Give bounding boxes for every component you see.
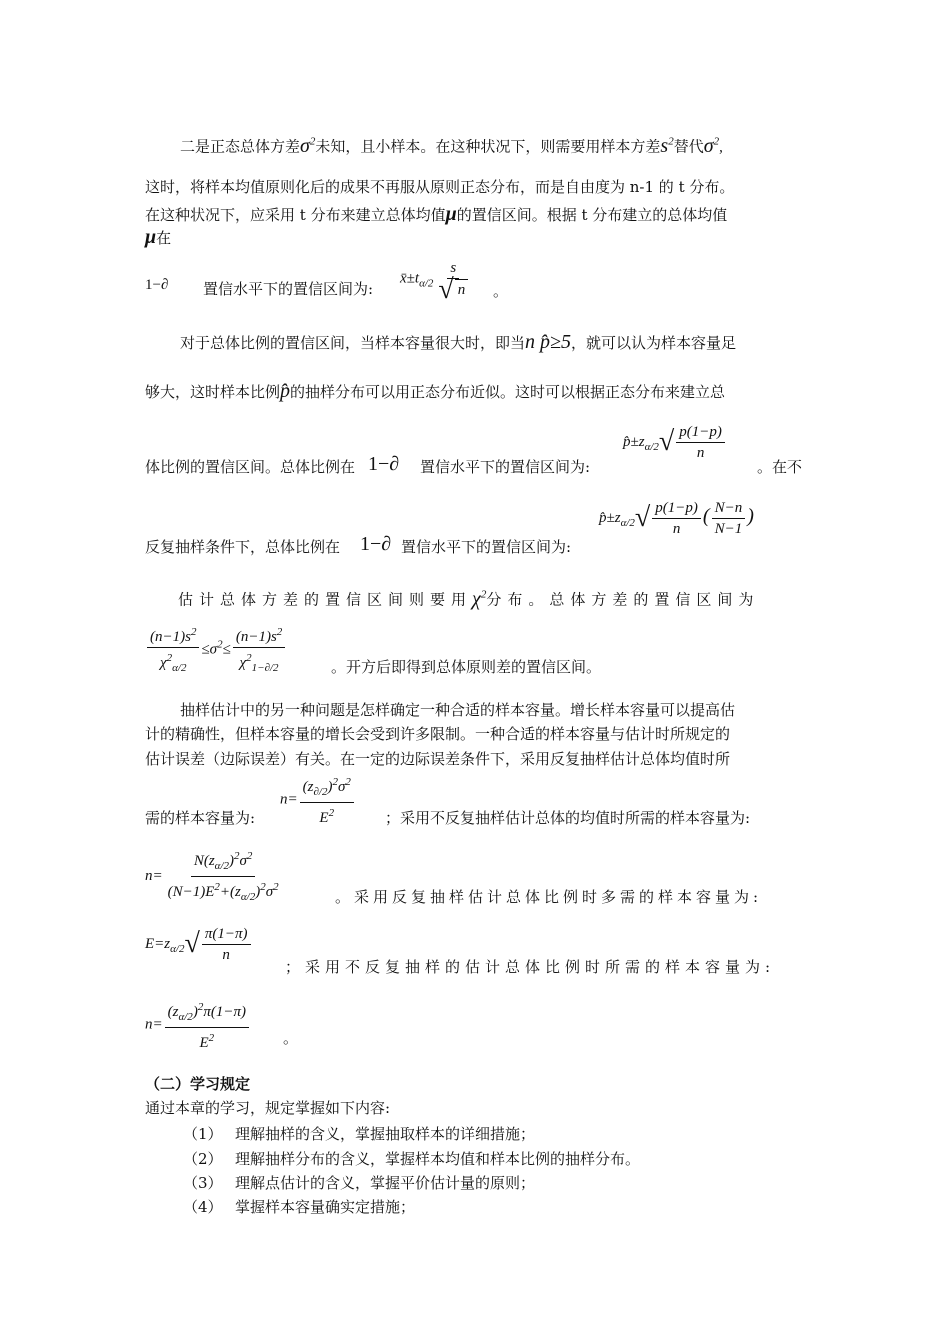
p4-l5: 。采用反复抽样估计总体比例时多需的样本容量为:	[335, 888, 763, 906]
formula-sample-size-mean: n= $\frac{(z_{\partial/2})^2\sigma^2}{E^2}$	[280, 772, 356, 828]
formula-p-hat: p̂	[280, 380, 291, 402]
p1-line1: 二是正态总体方差$\sigma^2$未知，且小样本。在这种状况下，则需要用样本方差$s^2$替代$\sigma^2$,	[180, 134, 723, 157]
formula-sample-size-mean-fpc: n= $\frac{N(z_{\alpha/2})^2\sigma^2}{(N-1)E^2+(z_{\alpha/2})^2\sigma^2}$	[145, 846, 284, 907]
formula-1-minus-alpha-2: 1−∂	[360, 533, 392, 555]
p1-line3	[145, 203, 727, 226]
p1-line2	[145, 176, 734, 198]
list-item-text: 掌握样本容量确实定措施；	[235, 1198, 416, 1216]
p3-l1-a: 估计总体方差的置信区间则要用	[178, 590, 473, 609]
p2-l2-a: 够大，这时样本比例	[145, 383, 281, 401]
p4-l7: 。	[283, 1029, 299, 1047]
p3-l2: 。开方后即得到总体原则差的置信区间。	[331, 658, 602, 676]
p1-l2: 这时，将样本均值原则化后的成果不再服从原则正态分布，而是自由度为 n-1 的 t 分布。	[145, 178, 735, 196]
formula-sample-size-proportion: $E=z_{\alpha/2}√$ $\frac{\pi(1-\pi)}{n}$	[145, 924, 253, 965]
p1-l4: 在	[156, 229, 172, 247]
p2-l4-b: 置信水平下的置信区间为:	[401, 538, 572, 556]
formula-sigma-squared: $\sigma^2$	[300, 134, 316, 157]
p1-line4	[145, 226, 171, 249]
p2-line2	[145, 380, 725, 403]
formula-mu-2: μ	[145, 226, 157, 248]
p4-l4-b: ；采用不反复抽样估计总体的均值时所需的样本容量为:	[385, 809, 751, 827]
formula-proportion-interval-fpc: $p̂\pm z_{\alpha/2}√$ $\frac{p(1-p)}{n}$ ( $\frac{N-n}{N-1}$ )	[599, 500, 754, 537]
p4-l1: 抽样估计中的另一种问题是怎样确定一种合适的样本容量。增长样本容量可以提高估	[180, 701, 736, 719]
p1-l1-c: 替代	[673, 137, 704, 156]
p1-l1-b: 未知，且小样本。在这种状况下，则需要用样本方差	[315, 137, 661, 156]
p1-l3-b: 的置信区间。根据 t 分布建立的总体均值	[456, 206, 728, 224]
list-item	[183, 1123, 535, 1145]
p1-l3-a: 在这种状况下，应采用 t 分布来建立总体均值	[145, 206, 446, 224]
p1-l5-b: 置信水平下的置信区间为:	[203, 280, 374, 298]
p4-l6: ；采用不反复抽样的估计总体比例时所需的样本容量为:	[285, 958, 776, 976]
list-item	[183, 1172, 535, 1194]
p4-line1	[180, 699, 735, 721]
list-item-num: （1）	[183, 1125, 223, 1143]
p4-l3: 估计误差（边际误差）有关。在一定的边际误差条件下，采用反复抽样估计总体均值时所	[145, 750, 731, 768]
formula-proportion-interval: $p̂\pm z_{\alpha/2}√$ $\frac{p(1-p)}{n}$	[623, 422, 727, 463]
p2-l3-a: 体比例的置信区间。总体比例在	[145, 458, 356, 476]
list-item-num: （4）	[183, 1198, 223, 1216]
section-heading-text: （二）学习规定	[145, 1075, 251, 1093]
p2-l3-c: 。在不	[757, 458, 803, 476]
p2-l4-a: 反复抽样条件下，总体比例在	[145, 538, 341, 556]
p1-l5-a: 1−∂	[145, 277, 169, 293]
formula-sigma-squared-2: $\sigma^2$	[703, 134, 720, 157]
p2-l3-b: 置信水平下的置信区间为:	[420, 458, 591, 476]
p1-l5-c: 。	[493, 282, 509, 300]
p2-l1-b: ，就可以认为样本容量足	[571, 334, 737, 352]
list-item-text: 理解点估计的含义，掌握平价估计量的原则；	[235, 1174, 536, 1192]
p3-line1	[178, 583, 759, 611]
p2-l2-b: 的抽样分布可以用正态分布近似。这时可以根据正态分布来建立总	[290, 383, 726, 401]
p4-line3	[145, 748, 730, 770]
formula-1-minus-alpha: 1−∂	[368, 453, 400, 475]
list-item-num: （2）	[183, 1150, 223, 1168]
formula-variance-interval: $\frac{(n-1)s^2}{\chi^2_{\alpha/2}}$ $\le\sigma^2\le$ $\frac{(n-1)s^2}{\chi^2_{1-\partial/2}}$	[145, 622, 287, 678]
section-heading	[145, 1073, 250, 1095]
list-item-text: 理解抽样分布的含义，掌握样本均值和样本比例的抽样分布。	[235, 1150, 641, 1168]
list-item-text: 理解抽样的含义，掌握抽取样本的详细措施；	[235, 1125, 536, 1143]
formula-chi-squared: $\chi^2$	[472, 587, 487, 610]
p4-l4-a: 需的样本容量为:	[145, 809, 256, 827]
formula-mu: μ	[445, 203, 457, 225]
p4-l2: 计的精确性，但样本容量的增长会受到许多限制。一种合适的样本容量与估计时所规定的	[145, 725, 731, 743]
formula-np-geq-5: n p̂≥5	[525, 331, 571, 353]
p3-l1-b: 分布。总体方差的置信区间为	[486, 590, 760, 609]
formula-t-interval: $x̄\pm t_{\alpha/2}$ $\frac{s}{√ n}$	[400, 258, 473, 300]
list-item-num: （3）	[183, 1174, 223, 1192]
p4-line2	[145, 723, 730, 745]
section-intro	[145, 1097, 390, 1119]
list-item	[183, 1196, 415, 1218]
p2-line1	[180, 331, 736, 354]
p2-l1-a: 对于总体比例的置信区间，当样本容量很大时，即当	[180, 334, 526, 352]
formula-sample-size-proportion-2: n= $\frac{(z_{\alpha/2})^2\pi(1-\pi)}{E^2}$	[145, 997, 251, 1053]
section-intro-text: 通过本章的学习，规定掌握如下内容:	[145, 1099, 391, 1117]
formula-s-squared: $s^2$	[660, 134, 674, 157]
list-item	[183, 1148, 640, 1170]
p1-l1-a: 二是正态总体方差	[180, 137, 301, 156]
